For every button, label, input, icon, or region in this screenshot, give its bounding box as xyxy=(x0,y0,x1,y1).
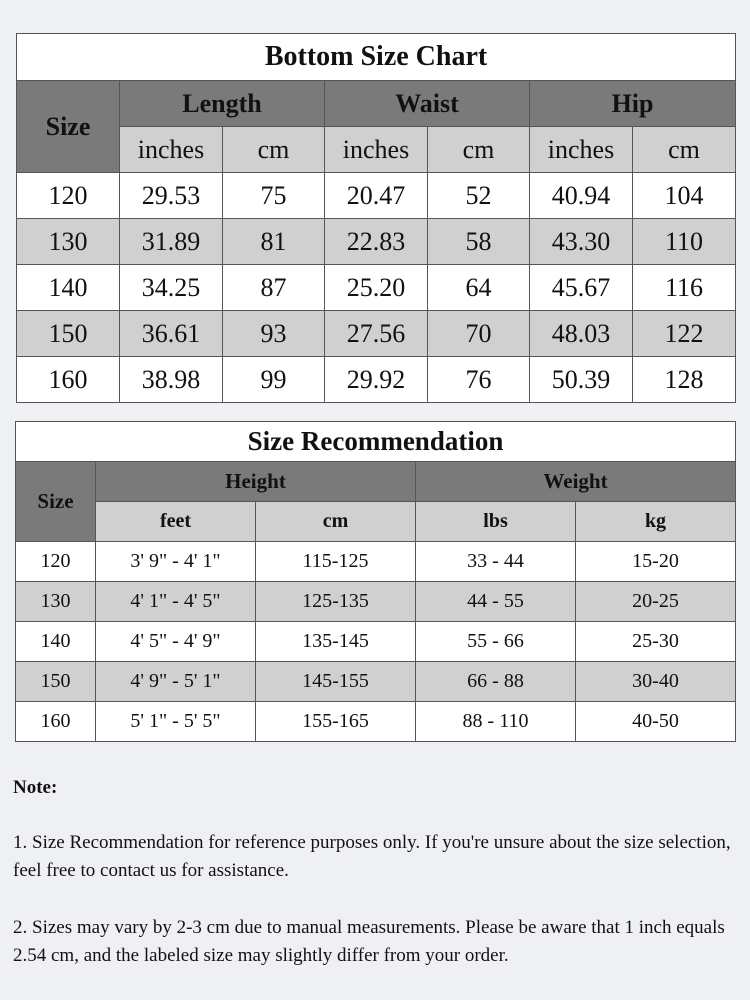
size-cell: 160 xyxy=(17,357,120,403)
unit-header: inches xyxy=(120,127,223,173)
size-cell: 120 xyxy=(16,542,96,582)
table-cell: 155-165 xyxy=(256,702,416,742)
table-cell: 48.03 xyxy=(530,311,633,357)
table-cell: 52 xyxy=(428,173,530,219)
notes-title: Note: xyxy=(13,777,58,798)
unit-header: cm xyxy=(428,127,530,173)
table-cell: 36.61 xyxy=(120,311,223,357)
table-cell: 4' 5" - 4' 9" xyxy=(96,622,256,662)
notes-section xyxy=(13,774,738,999)
table-cell: 30-40 xyxy=(576,662,736,702)
table-cell: 25.20 xyxy=(325,265,428,311)
table-cell: 128 xyxy=(633,357,736,403)
unit-header: cm xyxy=(223,127,325,173)
size-cell: 150 xyxy=(17,311,120,357)
table-cell: 4' 9" - 5' 1" xyxy=(96,662,256,702)
table-cell: 38.98 xyxy=(120,357,223,403)
table-cell: 93 xyxy=(223,311,325,357)
table-row xyxy=(16,582,736,622)
bottom-chart-title: Bottom Size Chart xyxy=(17,34,736,81)
table-cell: 66 - 88 xyxy=(416,662,576,702)
table-cell: 88 - 110 xyxy=(416,702,576,742)
table-cell: 125-135 xyxy=(256,582,416,622)
table-cell: 29.53 xyxy=(120,173,223,219)
table-cell: 20-25 xyxy=(576,582,736,622)
table-cell: 34.25 xyxy=(120,265,223,311)
unit-header: cm xyxy=(633,127,736,173)
size-header: Size xyxy=(16,462,96,542)
unit-header: inches xyxy=(530,127,633,173)
table-cell: 81 xyxy=(223,219,325,265)
table-cell: 3' 9" - 4' 1" xyxy=(96,542,256,582)
table-cell: 27.56 xyxy=(325,311,428,357)
table-cell: 145-155 xyxy=(256,662,416,702)
table-cell: 5' 1" - 5' 5" xyxy=(96,702,256,742)
size-cell: 130 xyxy=(17,219,120,265)
table-cell: 44 - 55 xyxy=(416,582,576,622)
bottom-chart-body xyxy=(17,173,736,403)
table-cell: 25-30 xyxy=(576,622,736,662)
table-cell: 64 xyxy=(428,265,530,311)
size-cell: 120 xyxy=(17,173,120,219)
table-cell: 75 xyxy=(223,173,325,219)
size-cell: 140 xyxy=(16,622,96,662)
size-recommendation-table xyxy=(15,421,736,742)
table-cell: 45.67 xyxy=(530,265,633,311)
table-cell: 29.92 xyxy=(325,357,428,403)
table-cell: 40.94 xyxy=(530,173,633,219)
table-cell: 22.83 xyxy=(325,219,428,265)
table-cell: 116 xyxy=(633,265,736,311)
table-cell: 76 xyxy=(428,357,530,403)
table-cell: 87 xyxy=(223,265,325,311)
table-cell: 20.47 xyxy=(325,173,428,219)
table-row xyxy=(17,265,736,311)
table-row xyxy=(16,622,736,662)
table-cell: 43.30 xyxy=(530,219,633,265)
height-header: Height xyxy=(96,462,416,502)
table-cell: 31.89 xyxy=(120,219,223,265)
weight-header: Weight xyxy=(416,462,736,502)
size-cell: 150 xyxy=(16,662,96,702)
size-cell: 160 xyxy=(16,702,96,742)
recommendation-title: Size Recommendation xyxy=(16,422,736,462)
note-item: 1. Size Recommendation for reference purposes only. If you're unsure about the size selection, feel free to contact us for assistance. xyxy=(13,832,731,881)
waist-header: Waist xyxy=(325,81,530,127)
unit-header: feet xyxy=(96,502,256,542)
table-cell: 15-20 xyxy=(576,542,736,582)
table-cell: 70 xyxy=(428,311,530,357)
unit-header: kg xyxy=(576,502,736,542)
unit-header: inches xyxy=(325,127,428,173)
note-item: 2. Sizes may vary by 2-3 cm due to manual measurements. Please be aware that 1 inch equals 2.54 cm, and the labeled size may slightly differ from your order. xyxy=(13,917,725,966)
table-cell: 50.39 xyxy=(530,357,633,403)
table-cell: 4' 1" - 4' 5" xyxy=(96,582,256,622)
table-row xyxy=(16,662,736,702)
table-row xyxy=(16,702,736,742)
hip-header: Hip xyxy=(530,81,736,127)
table-cell: 58 xyxy=(428,219,530,265)
size-cell: 140 xyxy=(17,265,120,311)
unit-header: lbs xyxy=(416,502,576,542)
table-row xyxy=(17,311,736,357)
unit-header: cm xyxy=(256,502,416,542)
table-cell: 99 xyxy=(223,357,325,403)
table-cell: 135-145 xyxy=(256,622,416,662)
table-cell: 55 - 66 xyxy=(416,622,576,662)
length-header: Length xyxy=(120,81,325,127)
table-cell: 122 xyxy=(633,311,736,357)
size-header: Size xyxy=(17,81,120,173)
table-row xyxy=(17,219,736,265)
table-cell: 40-50 xyxy=(576,702,736,742)
bottom-size-chart xyxy=(16,33,736,403)
table-cell: 110 xyxy=(633,219,736,265)
table-cell: 104 xyxy=(633,173,736,219)
table-cell: 115-125 xyxy=(256,542,416,582)
table-cell: 33 - 44 xyxy=(416,542,576,582)
table-row xyxy=(17,173,736,219)
table-row xyxy=(17,357,736,403)
size-cell: 130 xyxy=(16,582,96,622)
table-row xyxy=(16,542,736,582)
recommendation-body xyxy=(16,542,736,742)
